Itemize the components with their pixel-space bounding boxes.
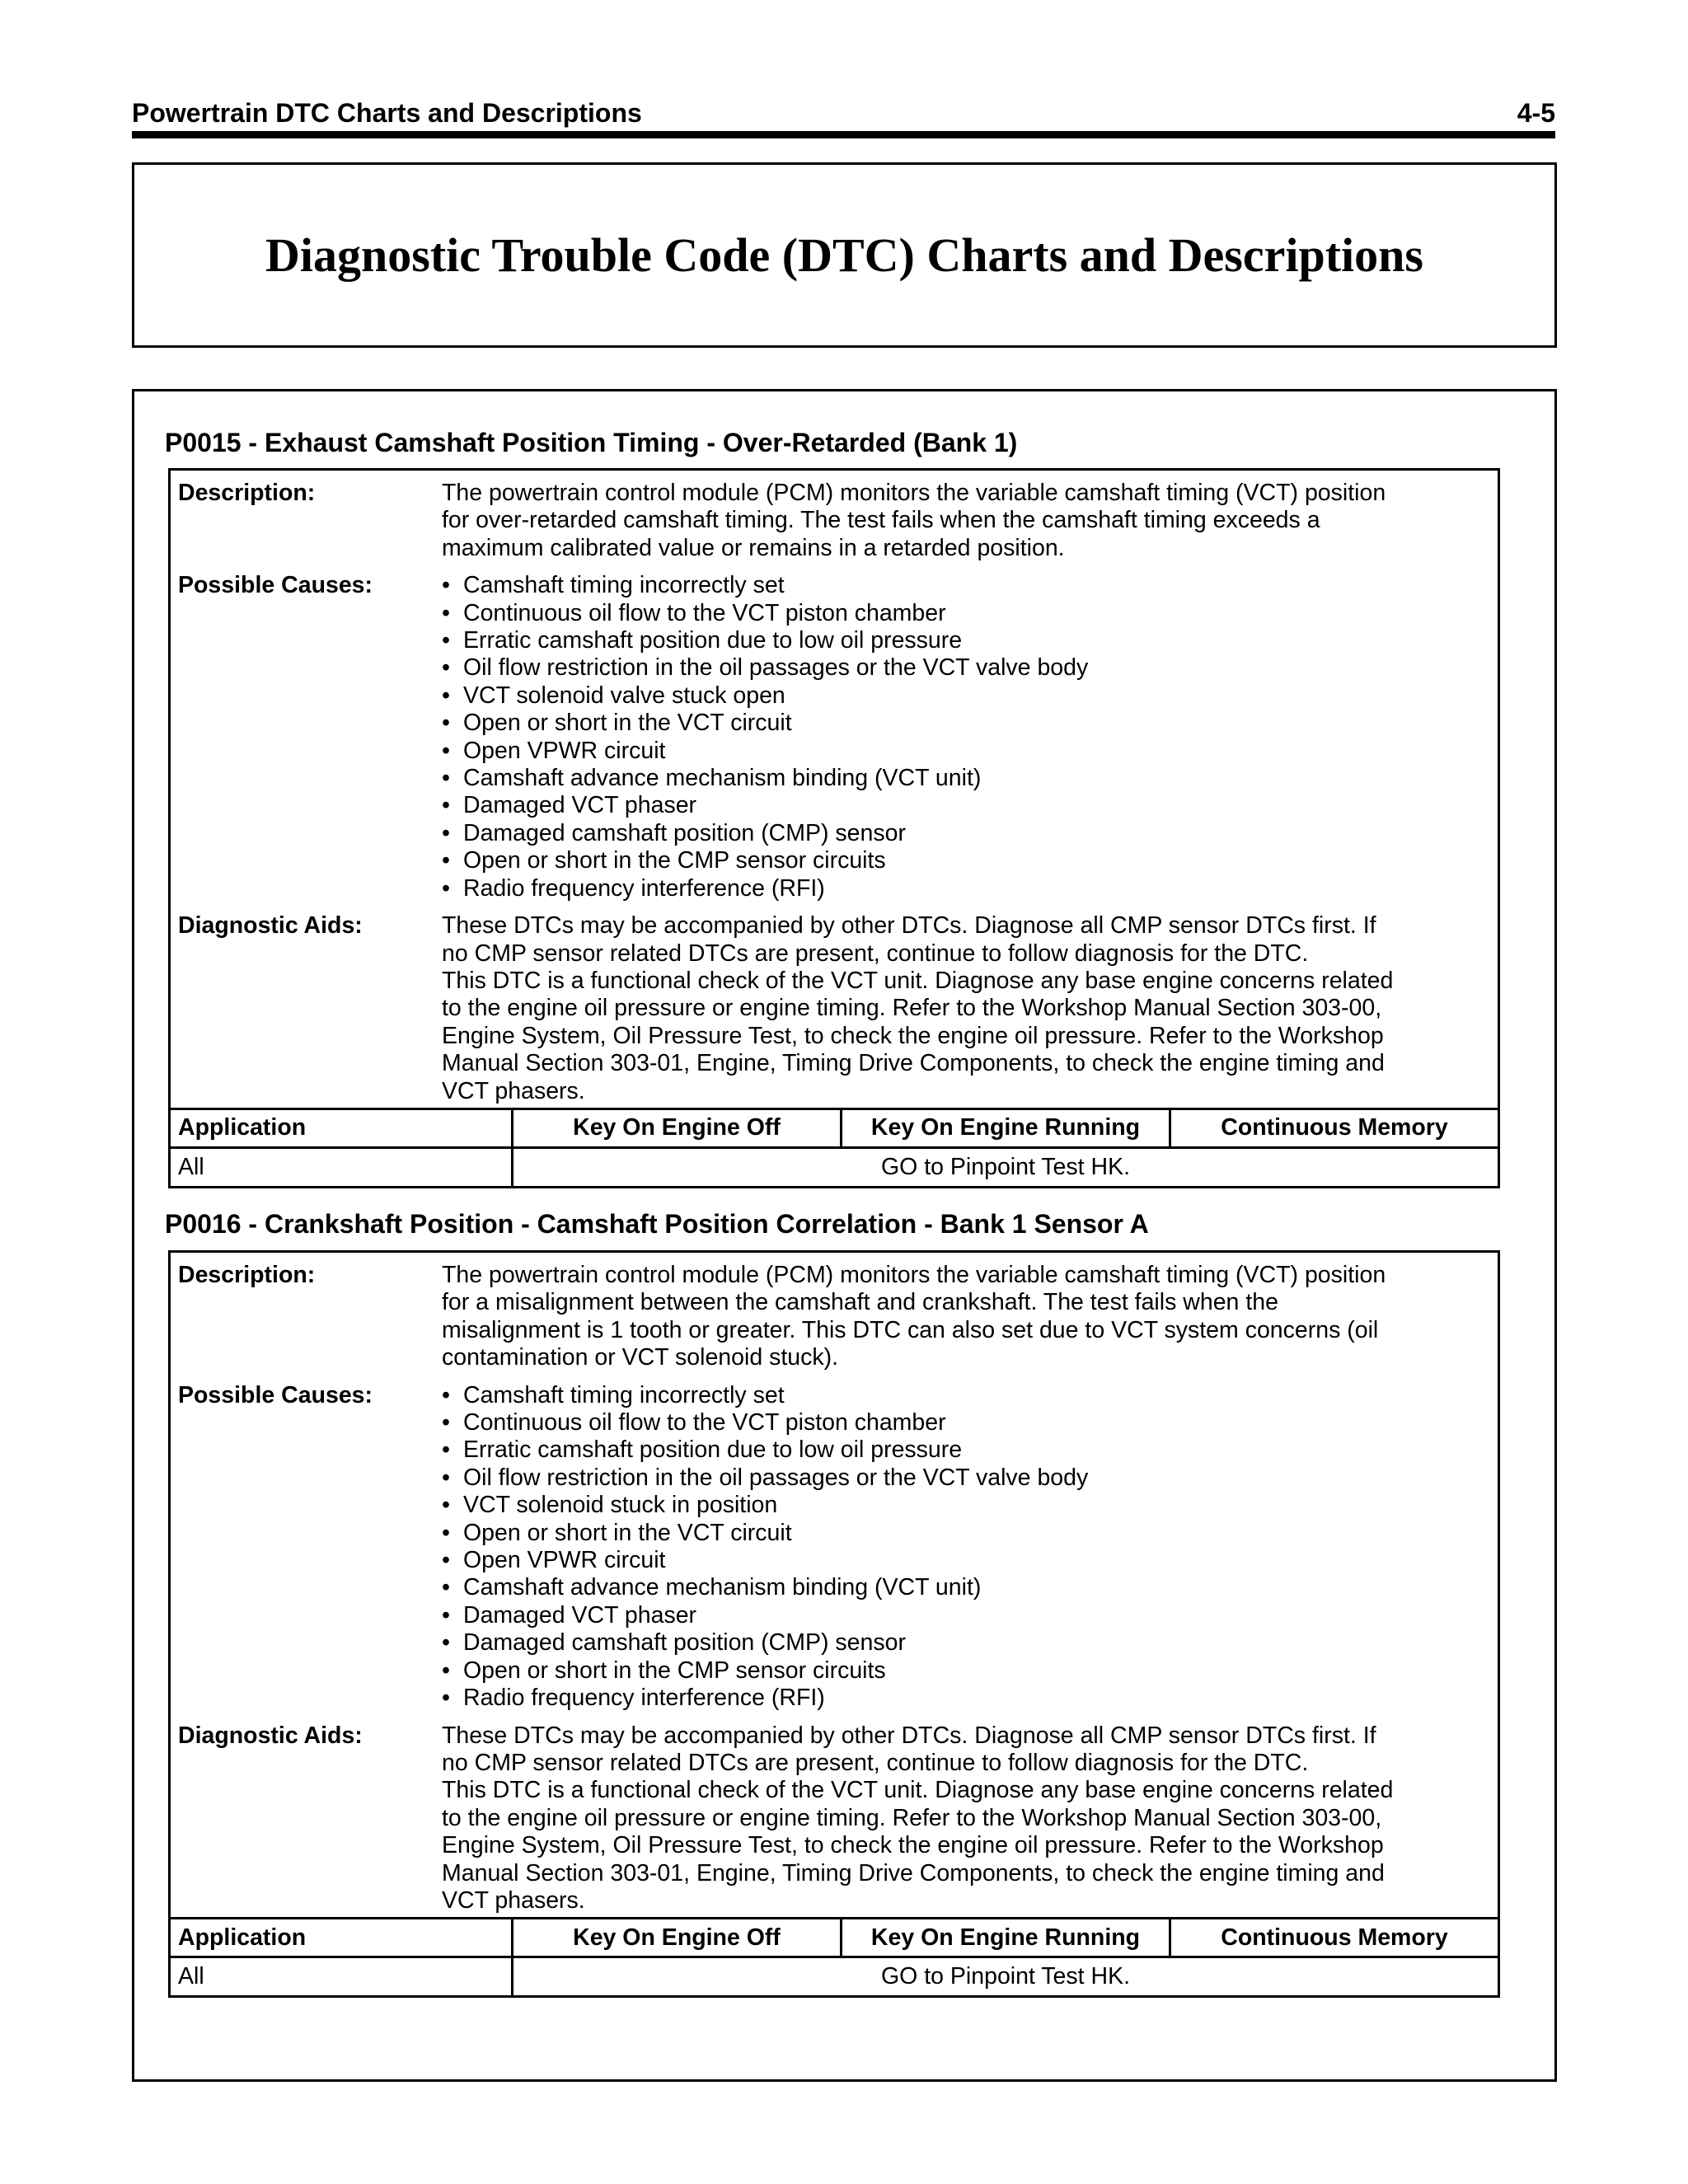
cause-item — [442, 1657, 1483, 1685]
bullet: • — [442, 710, 450, 737]
bullet: • — [442, 1574, 450, 1601]
pinpoint-test-action: GO to Pinpoint Test HK. — [880, 1963, 1131, 1990]
bullet: • — [442, 627, 450, 654]
bullet: • — [442, 1519, 450, 1546]
text-line: These DTCs may be accompanied by other DTCs. Diagnose all CMP sensor DTCs first. If — [442, 1722, 1376, 1749]
dtc-table — [168, 468, 1500, 1188]
cause-text: Camshaft timing incorrectly set — [463, 572, 785, 599]
cause-text: Damaged VCT phaser — [463, 792, 697, 819]
cause-item — [442, 1492, 1483, 1519]
description-label: Description: — [178, 1262, 316, 1288]
text-line: no CMP sensor related DTCs are present, continue to follow diagnosis for the DTC. — [442, 1749, 1309, 1776]
application-header: Application — [171, 1110, 513, 1146]
bullet: • — [442, 1436, 450, 1464]
cause-item — [442, 765, 1483, 792]
description-row — [171, 1253, 1498, 1372]
cause-text: Oil flow restriction in the oil passages or the VCT valve body — [463, 1464, 1089, 1491]
text-line: The powertrain control module (PCM) monitors the variable camshaft timing (VCT) position — [442, 480, 1386, 506]
koer-header: Key On Engine Running — [842, 1110, 1171, 1146]
application-header-row — [171, 1917, 1498, 1956]
bullet: • — [442, 792, 450, 819]
cause-text: Continuous oil flow to the VCT piston chamber — [463, 1409, 946, 1436]
dtc-title: P0015 - Exhaust Camshaft Position Timing - Over-Retarded (Bank 1) — [165, 428, 1018, 457]
page-number: 4-5 — [1517, 98, 1555, 128]
bullet: • — [442, 1629, 450, 1657]
bullet: • — [442, 1547, 450, 1574]
header-rule — [132, 131, 1555, 138]
cause-text: Damaged VCT phaser — [463, 1601, 697, 1629]
text-line: This DTC is a functional check of the VCT unit. Diagnose any base engine concerns related — [442, 967, 1394, 994]
application-value: All — [171, 1958, 513, 1995]
description-label: Description: — [178, 480, 316, 506]
cause-text: VCT solenoid stuck in position — [463, 1492, 778, 1519]
cause-item — [442, 572, 1483, 599]
cause-text: Radio frequency interference (RFI) — [463, 1685, 825, 1712]
bullet: • — [442, 1657, 450, 1684]
text-line: The powertrain control module (PCM) monitors the variable camshaft timing (VCT) position — [442, 1262, 1386, 1288]
cause-item — [442, 600, 1483, 627]
text-line: to the engine oil pressure or engine timing. Refer to the Workshop Manual Section 303-00, — [442, 1804, 1382, 1831]
koeo-header: Key On Engine Off — [513, 1110, 842, 1146]
cm-header: Continuous Memory — [1221, 1924, 1448, 1951]
cause-text: Open or short in the VCT circuit — [463, 710, 792, 737]
application-header: Application — [171, 1919, 513, 1956]
aids-label: Diagnostic Aids: — [178, 912, 363, 940]
causes-list — [442, 572, 1498, 902]
cause-text: Open or short in the CMP sensor circuits — [463, 1657, 886, 1684]
bullet: • — [442, 847, 450, 874]
page-title: Diagnostic Trouble Code (DTC) Charts and Descriptions — [265, 228, 1423, 282]
cause-item — [442, 654, 1483, 682]
cause-text: Open VPWR circuit — [463, 1547, 666, 1574]
cause-text: Camshaft advance mechanism binding (VCT unit) — [463, 1574, 982, 1601]
bullet: • — [442, 599, 450, 626]
cause-text: Open VPWR circuit — [463, 737, 666, 764]
cm-header: Continuous Memory — [1221, 1114, 1448, 1141]
text-line: for a misalignment between the camshaft and crankshaft. The test fails when the — [442, 1289, 1278, 1316]
bullet: • — [442, 682, 450, 709]
cause-item — [442, 1547, 1483, 1574]
text-line: maximum calibrated value or remains in a retarded position. — [442, 534, 1065, 561]
cause-item — [442, 1409, 1483, 1436]
text-line: This DTC is a functional check of the VCT unit. Diagnose any base engine concerns related — [442, 1777, 1394, 1804]
cause-item — [442, 875, 1483, 902]
cause-text: Open or short in the CMP sensor circuits — [463, 847, 886, 874]
causes-list — [442, 1382, 1498, 1713]
dtc-table — [168, 1250, 1500, 1998]
cause-text: Damaged camshaft position (CMP) sensor — [463, 1629, 906, 1657]
cause-item — [442, 1520, 1483, 1547]
bullet: • — [442, 1492, 450, 1519]
description-text — [442, 1262, 1498, 1372]
cause-text: Erratic camshaft position due to low oil pressure — [463, 1436, 963, 1464]
cause-text: Erratic camshaft position due to low oil pressure — [463, 627, 963, 654]
causes-row — [171, 562, 1498, 902]
bullet: • — [442, 654, 450, 682]
cause-item — [442, 1436, 1483, 1464]
application-data-row — [171, 1956, 1498, 1995]
bullet: • — [442, 765, 450, 792]
cause-item — [442, 1574, 1483, 1601]
cause-item — [442, 1382, 1483, 1409]
description-text — [442, 480, 1498, 562]
koeo-header: Key On Engine Off — [513, 1919, 842, 1956]
text-line: VCT phasers. — [442, 1886, 585, 1914]
cause-text: Camshaft advance mechanism binding (VCT unit) — [463, 765, 982, 792]
causes-label: Possible Causes: — [178, 572, 373, 599]
section-title: Powertrain DTC Charts and Descriptions — [132, 98, 642, 128]
bullet: • — [442, 1464, 450, 1491]
description-row — [171, 471, 1498, 562]
aids-text — [442, 912, 1498, 1105]
text-line: Engine System, Oil Pressure Test, to check the engine oil pressure. Refer to the Workshop — [442, 1832, 1384, 1859]
cause-item — [442, 1602, 1483, 1629]
cause-text: Continuous oil flow to the VCT piston chamber — [463, 599, 946, 626]
text-line: contamination or VCT solenoid stuck). — [442, 1344, 839, 1371]
aids-text — [442, 1722, 1498, 1915]
cause-item — [442, 710, 1483, 737]
cause-item — [442, 627, 1483, 654]
text-line: These DTCs may be accompanied by other DTCs. Diagnose all CMP sensor DTCs first. If — [442, 912, 1376, 940]
text-line: Manual Section 303-01, Engine, Timing Drive Components, to check the engine timing and — [442, 1050, 1385, 1077]
koer-header: Key On Engine Running — [842, 1919, 1171, 1956]
bullet: • — [442, 819, 450, 846]
bullet: • — [442, 1409, 450, 1436]
text-line: misalignment is 1 tooth or greater. This DTC can also set due to VCT system concerns (oil — [442, 1316, 1379, 1343]
cause-item — [442, 682, 1483, 710]
bullet: • — [442, 1381, 450, 1408]
text-line: Engine System, Oil Pressure Test, to check the engine oil pressure. Refer to the Workshop — [442, 1022, 1384, 1049]
application-value: All — [171, 1149, 513, 1186]
text-line: to the engine oil pressure or engine timing. Refer to the Workshop Manual Section 303-00, — [442, 995, 1382, 1022]
bullet: • — [442, 1601, 450, 1629]
text-line: for over-retarded camshaft timing. The test fails when the camshaft timing exceeds a — [442, 507, 1320, 534]
bullet: • — [442, 874, 450, 902]
cause-item — [442, 738, 1483, 765]
text-line: VCT phasers. — [442, 1077, 585, 1104]
running-header — [132, 97, 1555, 129]
pinpoint-test-action: GO to Pinpoint Test HK. — [880, 1153, 1131, 1180]
bullet: • — [442, 737, 450, 764]
cause-item — [442, 1465, 1483, 1492]
application-header-row — [171, 1108, 1498, 1146]
cause-item — [442, 847, 1483, 874]
causes-label: Possible Causes: — [178, 1381, 373, 1408]
cause-text: Damaged camshaft position (CMP) sensor — [463, 819, 906, 846]
cause-item — [442, 1685, 1483, 1712]
cause-text: Radio frequency interference (RFI) — [463, 874, 825, 902]
aids-label: Diagnostic Aids: — [178, 1722, 363, 1749]
cause-text: Camshaft timing incorrectly set — [463, 1381, 785, 1408]
causes-row — [171, 1372, 1498, 1713]
title-box — [132, 162, 1557, 348]
cause-item — [442, 1629, 1483, 1657]
cause-item — [442, 792, 1483, 819]
application-data-row — [171, 1146, 1498, 1186]
cause-item — [442, 820, 1483, 847]
aids-row — [171, 1713, 1498, 1918]
text-line: Manual Section 303-01, Engine, Timing Drive Components, to check the engine timing and — [442, 1859, 1385, 1886]
bullet: • — [442, 1685, 450, 1712]
bullet: • — [442, 572, 450, 599]
text-line: no CMP sensor related DTCs are present, continue to follow diagnosis for the DTC. — [442, 940, 1309, 967]
cause-text: VCT solenoid valve stuck open — [463, 682, 785, 709]
aids-row — [171, 902, 1498, 1108]
cause-text: Oil flow restriction in the oil passages or the VCT valve body — [463, 654, 1089, 682]
dtc-title: P0016 - Crankshaft Position - Camshaft Position Correlation - Bank 1 Sensor A — [165, 1209, 1149, 1239]
cause-text: Open or short in the VCT circuit — [463, 1519, 792, 1546]
